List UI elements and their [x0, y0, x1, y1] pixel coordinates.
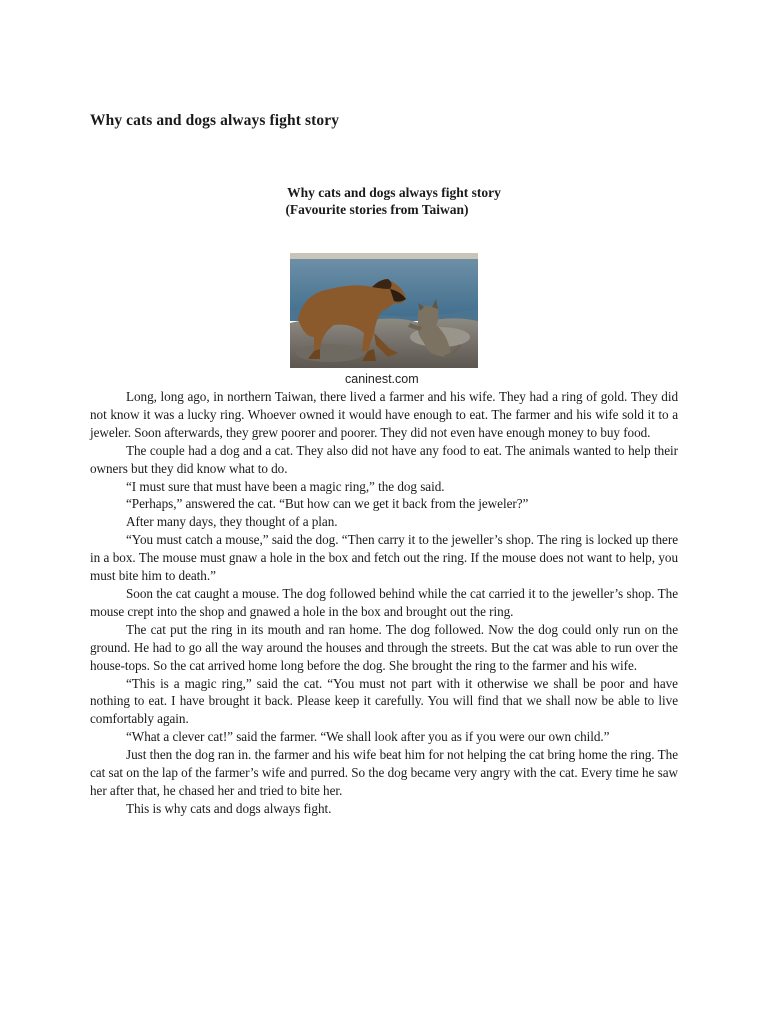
story-paragraph: The couple had a dog and a cat. They also did not have any food to eat. The animals wanted to help their owners but they did know what to do. [90, 442, 678, 476]
story-paragraph: “This is a magic ring,” said the cat. “You must not part with it otherwise we shall be poor and have nothing to eat. I have brought it back. Please keep it carefully. You will find that we shall now be able to live comfortably again. [90, 675, 678, 727]
page-heading: Why cats and dogs always fight story [90, 112, 340, 129]
story-subtitle: (Favourite stories from Taiwan) [285, 202, 469, 217]
story-paragraph: The cat put the ring in its mouth and ran home. The dog followed. Now the dog could only run on the ground. He had to go all the way around the houses and through the streets. But the cat was able to run over the house-tops. So the cat arrived home long before the dog. She brought the ring to the farmer and his wife. [90, 621, 678, 673]
story-title: Why cats and dogs always fight story [287, 185, 501, 200]
story-paragraph: Just then the dog ran in. the farmer and his wife beat him for not helping the cat bring home the ring. The cat sat on the lap of the farmer’s wife and purred. So the dog became very angry with the cat. Every time he saw her after that, he chased her and tried to bite her. [90, 747, 678, 798]
story-paragraph: “You must catch a mouse,” said the dog. “Then carry it to the jeweller’s shop. The ring is locked up there in a box. The mouse must gnaw a hole in the box and fetch out the ring. If the mouse does not want to help, you must bite him to death.” [90, 532, 678, 584]
story-paragraph: After many days, they thought of a plan. [126, 514, 338, 530]
image-caption: caninest.com [345, 372, 419, 386]
story-paragraph: Soon the cat caught a mouse. The dog followed behind while the cat carried it to the jeweller’s shop. The mouse crept into the shop and gnawed a hole in the box and brought out the ring. [90, 585, 678, 619]
story-title-block [90, 184, 678, 218]
dog-and-cat-photo [290, 253, 478, 368]
story-paragraph: This is why cats and dogs always fight. [126, 800, 332, 816]
story-paragraph: Long, long ago, in northern Taiwan, there lived a farmer and his wife. They had a ring of gold. They did not know it was a lucky ring. Whoever owned it would have enough to eat. The farmer and his wife sold it to a jeweler. Soon afterwards, they grew poorer and poorer. They did not even have enough money to buy food. [90, 389, 678, 440]
story-paragraph: “I must sure that must have been a magic ring,” the dog said. [126, 478, 445, 494]
story-paragraph: “Perhaps,” answered the cat. “But how can we get it back from the jeweler?” [126, 496, 529, 512]
story-body [90, 388, 678, 818]
story-paragraph: “What a clever cat!” said the farmer. “We shall look after you as if you were our own child.” [126, 729, 610, 745]
